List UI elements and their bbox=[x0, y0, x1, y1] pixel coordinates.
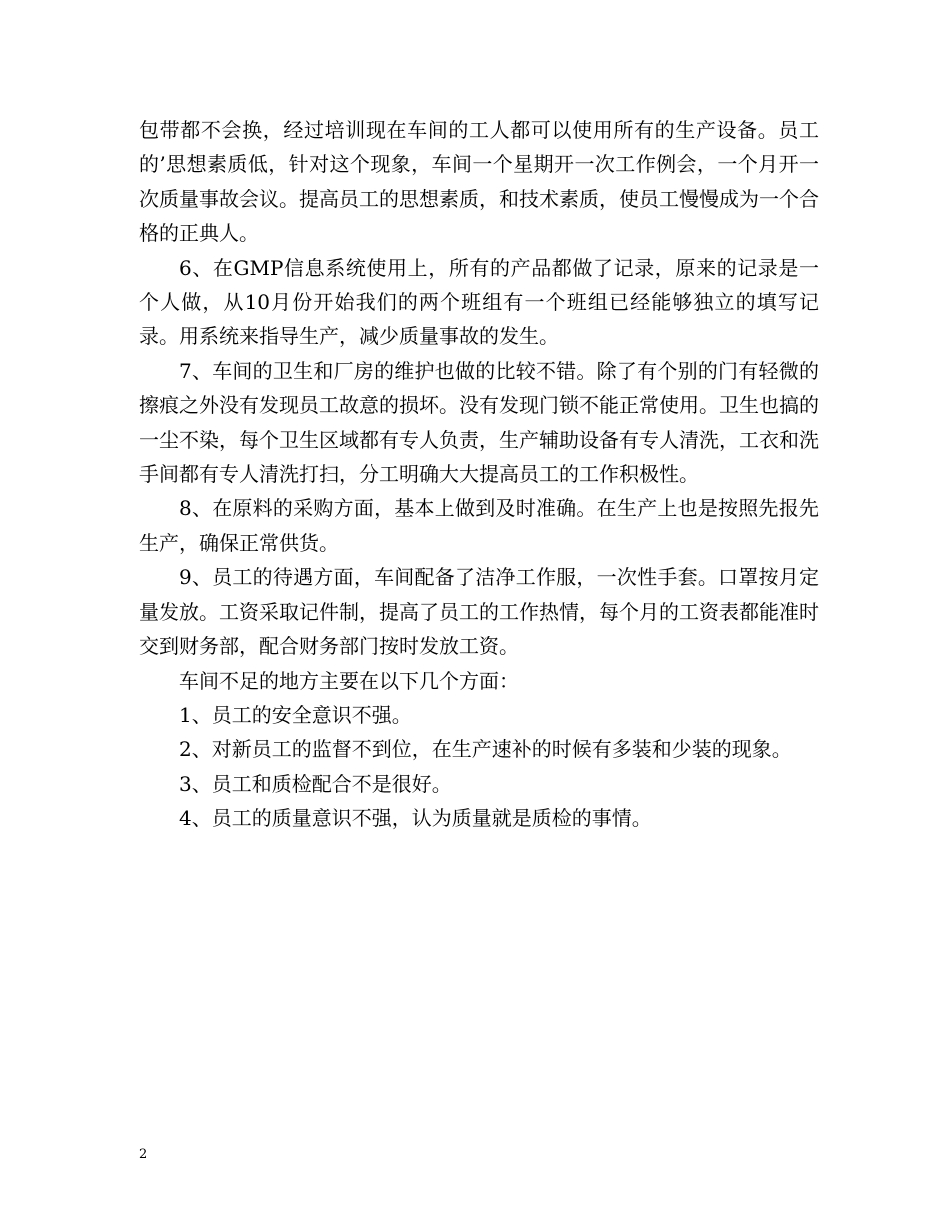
paragraph-10: 4、员工的质量意识不强，认为质量就是质检的事情。 bbox=[179, 806, 652, 831]
paragraph-2: 6、在GMP信息系统使用上，所有的产品都做了记录，原来的记录是一个人做，从10月份开始我们的两个班组有一个班组已经能够独立的填写记录。用系统来指导生产，减少质量事故的发生。 bbox=[139, 255, 819, 349]
paragraph-5: 9、员工的待遇方面，车间配备了洁净工作服，一次性手套。口罩按月定量发放。工资采取记件制，提高了员工的工作热情，每个月的工资表都能准时交到财务部，配合财务部门按时发放工资。 bbox=[139, 565, 819, 659]
paragraph-3: 7、车间的卫生和厂房的维护也做的比较不错。除了有个别的门有轻微的擦痕之外没有发现员工故意的损坏。没有发现门锁不能正常使用。卫生也搞的一尘不染，每个卫生区域都有专人负责，生产辅助设备有专人清洗，工衣和洗手间都有专人清洗打扫，分工明确大大提高员工的工作积极性。 bbox=[139, 358, 819, 487]
page-number: 2 bbox=[139, 1147, 148, 1162]
paragraph-8: 2、对新员工的监督不到位，在生产速补的时候有多装和少装的现象。 bbox=[179, 737, 792, 762]
body-text bbox=[139, 113, 819, 836]
paragraph-1: 包带都不会换，经过培训现在车间的工人都可以使用所有的生产设备。员工的’思想素质低，针对这个现象，车间一个星期开一次工作例会，一个月开一次质量事故会议。提高员工的思想素质，和技术素质，使员工慢慢成为一个合格的正典人。 bbox=[139, 118, 819, 246]
paragraph-7: 1、员工的安全意识不强。 bbox=[179, 702, 412, 727]
paragraph-4: 8、在原料的采购方面，基本上做到及时准确。在生产上也是按照先报先生产，确保正常供货。 bbox=[139, 496, 819, 555]
paragraph-9: 3、员工和质检配合不是很好。 bbox=[179, 771, 452, 796]
paragraph-6: 车间不足的地方主要在以下几个方面： bbox=[179, 668, 519, 693]
